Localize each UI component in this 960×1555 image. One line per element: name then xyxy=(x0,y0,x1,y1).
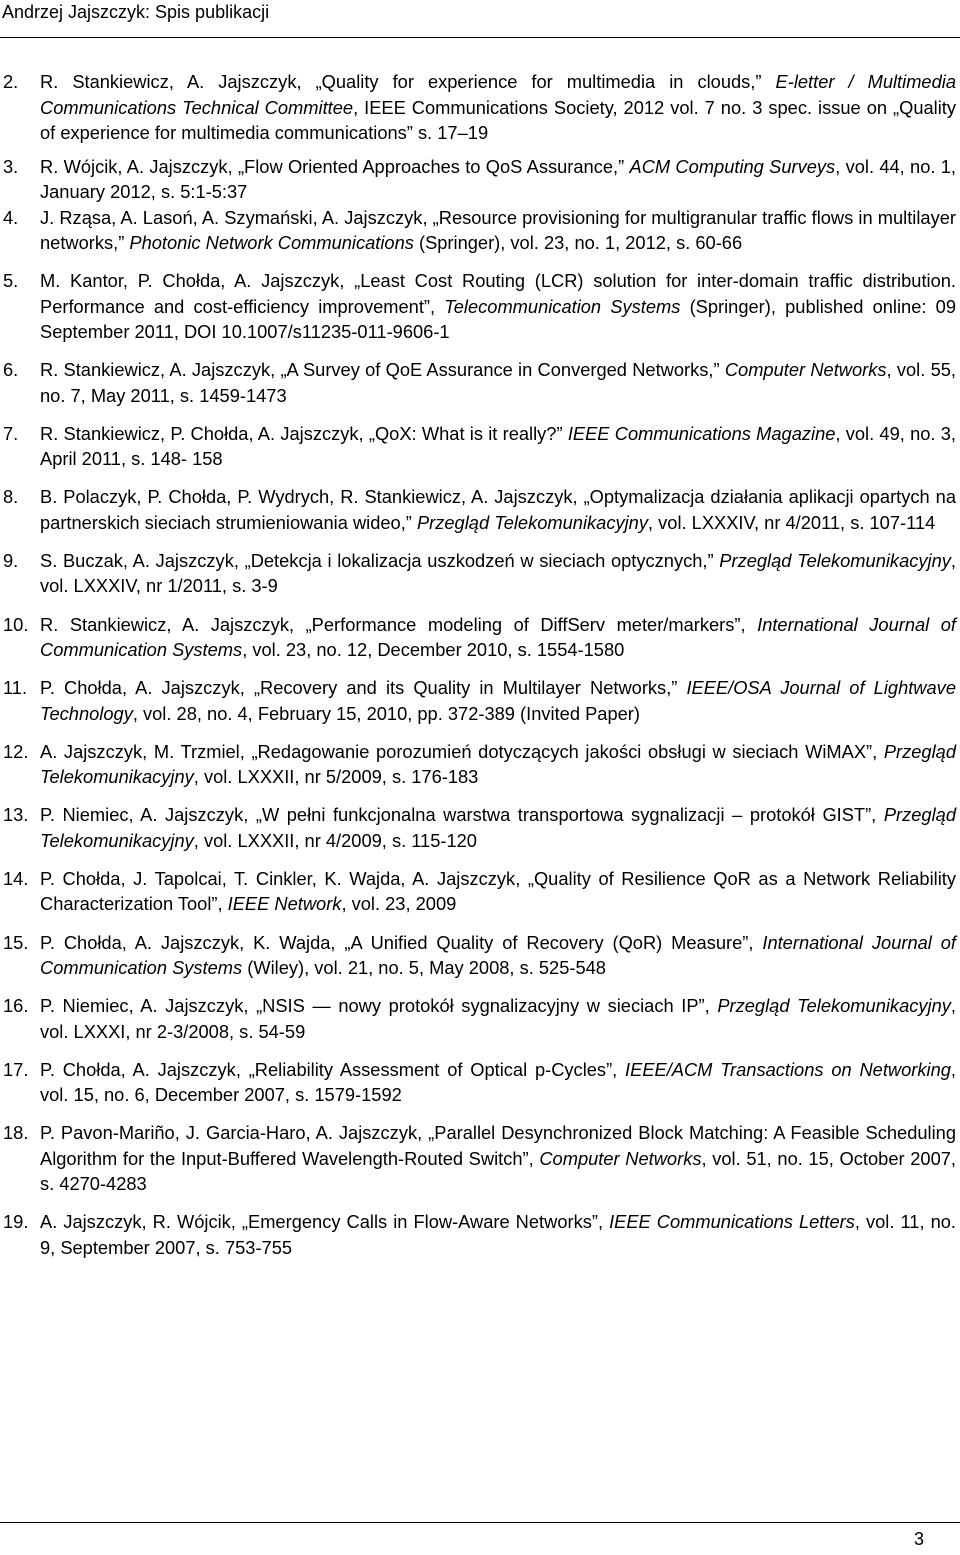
citation-authors-title: J. Rząsa, A. Lasoń, A. Szymański, A. Jajszczyk, „Resource provisioning for multigranular traffic flows in multilayer networks,” xyxy=(40,206,956,253)
citation-authors-title: R. Stankiewicz, A. Jajszczyk, „Quality for experience for multimedia in clouds,” xyxy=(40,71,776,92)
document-title: Andrzej Jajszczyk: Spis publikacji xyxy=(2,2,270,22)
publication-citation xyxy=(40,1209,956,1260)
citation-details: , vol. LXXXIV, nr 4/2011, s. 107-114 xyxy=(647,511,936,533)
citation-authors-title: P. Pavon-Mariño, J. Garcia-Haro, A. Jajszczyk, „Parallel Desynchronized Block Matching: A Feasible Scheduling Algorithm for the Input-Buffered Wavelength-Routed Switch”, xyxy=(40,1122,956,1169)
publication-number: 2. xyxy=(3,71,19,92)
citation-details: , IEEE Communications Society, 2012 vol. 7 no. 3 spec. issue on „Quality of experience for multimedia communications” s. 17‒19 xyxy=(40,96,956,143)
publication-number: 11. xyxy=(3,677,28,699)
citation-venue: Telecommunication Systems xyxy=(444,295,681,317)
publication-entry xyxy=(0,993,956,1044)
publication-entry xyxy=(0,69,956,146)
citation-authors-title: R. Stankiewicz, A. Jajszczyk, „Performance modeling of DiffServ meter/markers”, xyxy=(40,613,758,635)
publication-number: 17. xyxy=(3,1058,29,1080)
page-header xyxy=(0,0,960,38)
publication-number: 13. xyxy=(3,804,29,826)
publication-number: 10. xyxy=(3,613,29,635)
citation-venue: International Journal of Communication Systems xyxy=(40,931,956,979)
footer-divider xyxy=(0,1522,960,1523)
citation-authors-title: P. Chołda, A. Jajszczyk, „Reliability Assessment of Optical p-Cycles”, xyxy=(40,1058,626,1080)
publication-entry xyxy=(0,205,956,256)
publication-citation xyxy=(40,268,956,345)
publication-citation xyxy=(40,1120,956,1197)
citation-venue: E-letter / Multimedia Communications Technical Committee xyxy=(40,71,956,118)
publication-citation xyxy=(40,802,956,853)
publication-citation xyxy=(40,675,956,726)
publication-number: 12. xyxy=(3,740,29,762)
citation-details: , vol. LXXXII, nr 5/2009, s. 176-183 xyxy=(193,766,479,788)
citation-details: , vol. 11, no. 9, September 2007, s. 753-755 xyxy=(40,1211,956,1258)
publication-number: 7. xyxy=(3,422,19,444)
publication-citation xyxy=(40,69,956,146)
citation-details: (Springer), vol. 23, no. 1, 2012, s. 60-66 xyxy=(413,232,743,253)
publication-number: 18. xyxy=(3,1122,29,1144)
citation-details: , vol. LXXXIV, nr 1/2011, s. 3-9 xyxy=(40,549,956,597)
publication-entry xyxy=(0,154,956,205)
citation-venue: IEEE Communications Letters xyxy=(609,1211,855,1233)
citation-authors-title: R. Stankiewicz, A. Jajszczyk, „A Survey of QoE Assurance in Converged Networks,” xyxy=(40,359,725,381)
publication-citation xyxy=(40,612,956,663)
publication-citation xyxy=(40,1057,956,1108)
citation-venue: Przegląd Telekomunikacyjny xyxy=(717,995,951,1017)
citation-details: , vol. 23, no. 12, December 2010, s. 1554-1580 xyxy=(242,639,625,661)
citation-details: , vol. 55, no. 7, May 2011, s. 1459-1473 xyxy=(40,359,956,406)
citation-authors-title: P. Niemiec, A. Jajszczyk, „W pełni funkcjonalna warstwa transportowa sygnalizacji – protokół GIST”, xyxy=(40,804,884,826)
citation-venue: Przegląd Telekomunikacyjny xyxy=(719,549,951,571)
publication-entry xyxy=(0,1120,956,1197)
publication-entry xyxy=(0,866,956,917)
publication-number: 5. xyxy=(3,270,19,292)
publication-entry xyxy=(0,675,956,726)
citation-details: , vol. LXXXI, nr 2-3/2008, s. 54-59 xyxy=(40,995,956,1042)
citation-authors-title: P. Chołda, A. Jajszczyk, K. Wajda, „A Unified Quality of Recovery (QoR) Measure”, xyxy=(40,931,763,953)
publication-entry xyxy=(0,268,956,345)
publication-number: 15. xyxy=(3,931,29,953)
publication-citation xyxy=(40,205,956,256)
citation-authors-title: P. Niemiec, A. Jajszczyk, „NSIS — nowy protokół sygnalizacyjny w sieciach IP”, xyxy=(40,995,718,1017)
citation-details: , vol. 49, no. 3, April 2011, s. 148- 158 xyxy=(40,422,957,470)
citation-venue: International Journal of Communication Systems xyxy=(40,613,957,661)
publication-number: 14. xyxy=(3,867,29,889)
publication-citation xyxy=(40,993,956,1044)
citation-details: , vol. 44, no. 1, January 2012, s. 5:1-5:37 xyxy=(40,155,957,202)
citation-venue: IEEE/ACM Transactions on Networking xyxy=(625,1058,951,1080)
citation-venue: Computer Networks xyxy=(539,1147,702,1169)
publication-citation xyxy=(40,866,956,917)
header-divider xyxy=(0,37,960,38)
citation-details: , vol. 51, no. 15, October 2007, s. 4270-4283 xyxy=(40,1147,956,1195)
citation-venue: Przegląd Telekomunikacyjny xyxy=(40,740,956,788)
citation-authors-title: A. Jajszczyk, R. Wójcik, „Emergency Calls in Flow-Aware Networks”, xyxy=(40,1211,610,1233)
publication-entry xyxy=(0,484,956,535)
citation-details: , vol. 15, no. 6, December 2007, s. 1579-1592 xyxy=(40,1058,956,1106)
citation-authors-title: P. Chołda, J. Tapolcai, T. Cinkler, K. Wajda, A. Jajszczyk, „Quality of Resilience QoR as a Network Reliability Characterization Tool”, xyxy=(40,867,956,915)
citation-details: (Springer), published online: 09 September 2011, DOI 10.1007/s11235-011-9606-1 xyxy=(40,295,956,343)
publication-citation xyxy=(40,421,956,472)
citation-venue: Photonic Network Communications xyxy=(129,232,414,253)
citation-authors-title: P. Chołda, A. Jajszczyk, „Recovery and its Quality in Multilayer Networks,” xyxy=(40,677,687,699)
publication-entry xyxy=(0,421,956,472)
publication-entry xyxy=(0,357,956,408)
page-number: 3 xyxy=(913,1529,924,1549)
publication-number: 9. xyxy=(3,549,19,571)
citation-authors-title: A. Jajszczyk, M. Trzmiel, „Redagowanie porozumień dotyczących jakości obsługi w sieciach WiMAX”, xyxy=(40,740,884,762)
citation-details: , vol. 28, no. 4, February 15, 2010, pp. 372-389 (Invited Paper) xyxy=(132,702,640,724)
citation-authors-title: S. Buczak, A. Jajszczyk, „Detekcja i lokalizacja uszkodzeń w sieciach optycznych,” xyxy=(40,549,720,571)
publication-citation xyxy=(40,930,956,981)
publication-number: 16. xyxy=(3,995,29,1017)
publication-entry xyxy=(0,1057,956,1108)
citation-venue: Przegląd Telekomunikacyjny xyxy=(416,511,648,533)
publication-citation xyxy=(40,484,956,535)
citation-details: (Wiley), vol. 21, no. 5, May 2008, s. 525-548 xyxy=(242,957,606,979)
publication-number: 4. xyxy=(3,206,19,228)
publication-number: 19. xyxy=(3,1211,29,1233)
publication-citation xyxy=(40,357,956,408)
publication-number: 3. xyxy=(3,155,19,177)
citation-details: , vol. LXXXII, nr 4/2009, s. 115-120 xyxy=(193,829,477,851)
citation-venue: Przegląd Telekomunikacyjny xyxy=(40,804,956,851)
citation-venue: Computer Networks xyxy=(724,359,887,381)
publication-number: 6. xyxy=(3,359,19,381)
citation-authors-title: M. Kantor, P. Chołda, A. Jajszczyk, „Least Cost Routing (LCR) solution for inter-domain traffic distribution. Performance and cost-efficiency improvement”, xyxy=(40,270,956,317)
publication-list xyxy=(0,69,956,1273)
citation-venue: IEEE Communications Magazine xyxy=(567,422,836,444)
publication-entry xyxy=(0,612,956,663)
publication-citation xyxy=(40,548,956,599)
citation-authors-title: B. Polaczyk, P. Chołda, P. Wydrych, R. Stankiewicz, A. Jajszczyk, „Optymalizacja działania aplikacji opartych na partnerskich sieciach strumieniowania wideo,” xyxy=(40,486,956,533)
citation-details: , vol. 23, 2009 xyxy=(341,893,457,915)
publication-number: 8. xyxy=(3,486,19,508)
publication-entry xyxy=(0,802,956,853)
citation-authors-title: R. Stankiewicz, P. Chołda, A. Jajszczyk, „QoX: What is it really?” xyxy=(40,422,568,444)
citation-authors-title: R. Wójcik, A. Jajszczyk, „Flow Oriented Approaches to QoS Assurance,” xyxy=(40,155,630,177)
citation-venue: IEEE/OSA Journal of Lightwave Technology xyxy=(40,677,956,724)
publication-citation xyxy=(40,739,956,790)
citation-venue: ACM Computing Surveys xyxy=(629,155,836,177)
citation-venue: IEEE Network xyxy=(227,893,342,915)
publication-entry xyxy=(0,1209,956,1260)
publication-entry xyxy=(0,548,956,599)
publication-entry xyxy=(0,739,956,790)
publication-entry xyxy=(0,930,956,981)
publication-citation xyxy=(40,154,956,205)
